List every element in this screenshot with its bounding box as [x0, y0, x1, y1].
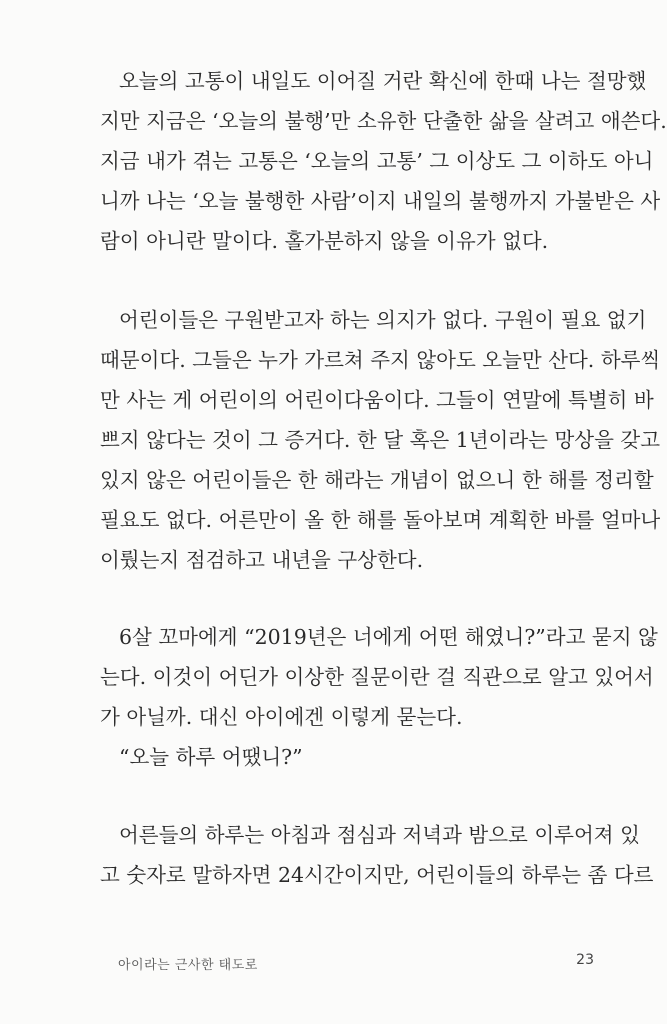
text-line: 고 숫자로 말하자면 24시간이지만, 어린이들의 하루는 좀 다르: [100, 863, 654, 887]
text-line: 만 사는 게 어린이의 어린이다움이다. 그들이 연말에 특별히 바: [100, 388, 654, 412]
text-line: “오늘 하루 어땠니?”: [119, 745, 303, 769]
text-line: 오늘의 고통이 내일도 이어질 거란 확신에 한때 나는 절망했: [119, 69, 647, 93]
text-line: 있지 않은 어린이들은 한 해라는 개념이 없으니 한 해를 정리할: [100, 468, 654, 492]
text-line: 니까 나는 ‘오늘 불행한 사람’이지 내일의 불행까지 가불받은 사: [100, 189, 661, 213]
text-line: 이뤘는지 점검하고 내년을 구상한다.: [100, 548, 424, 572]
text-line: 쁘지 않다는 것이 그 증거다. 한 달 혹은 1년이라는 망상을 갖고: [100, 428, 660, 452]
text-line: 지만 지금은 ‘오늘의 불행’만 소유한 단출한 삶을 살려고 애쓴다.: [100, 109, 667, 133]
text-line: 어른들의 하루는 아침과 점심과 저녁과 밤으로 이루어져 있: [119, 823, 640, 847]
text-line: 6살 꼬마에게 “2019년은 너에게 어떤 해였니?”라고 묻지 않: [119, 625, 658, 649]
text-line: 지금 내가 겪는 고통은 ‘오늘의 고통’ 그 이상도 그 이하도 아니: [100, 149, 654, 173]
text-line: 어린이들은 구원받고자 하는 의지가 없다. 구원이 필요 없기: [119, 308, 647, 332]
running-footer-book-title: 아이라는 근사한 태도로: [118, 958, 258, 973]
text-line: 가 아닐까. 대신 아이에겐 이렇게 묻는다.: [100, 705, 463, 729]
text-line: 람이 아니란 말이다. 홀가분하지 않을 이유가 없다.: [100, 229, 549, 253]
page-number: 23: [576, 952, 594, 968]
text-line: 때문이다. 그들은 누가 가르쳐 주지 않아도 오늘만 산다. 하루씩: [100, 348, 661, 372]
text-line: 는다. 이것이 어딘가 이상한 질문이란 걸 직관으로 알고 있어서: [100, 665, 654, 689]
text-line: 필요도 없다. 어른만이 올 한 해를 돌아보며 계획한 바를 얼마나: [100, 508, 661, 532]
